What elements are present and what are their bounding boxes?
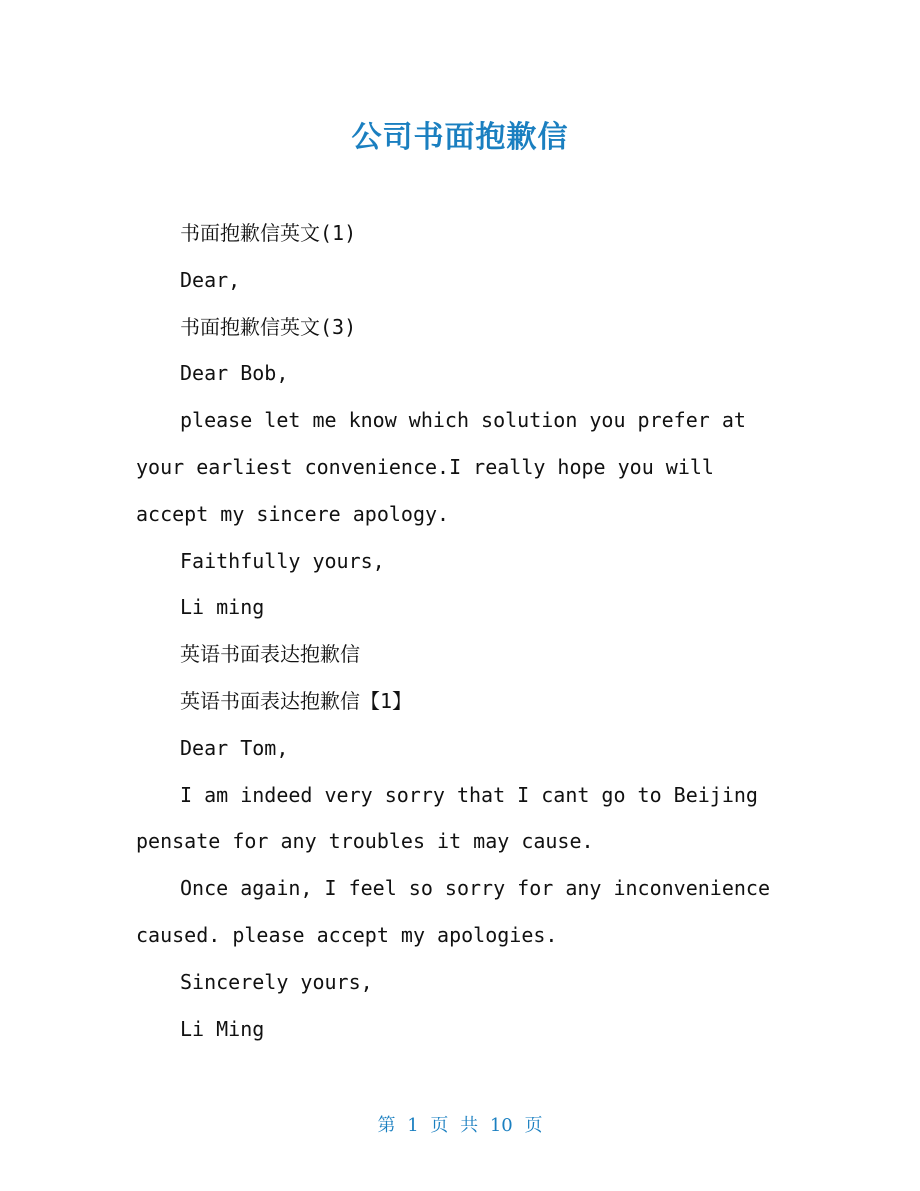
paragraph-body: I am indeed very sorry that I cant go to Beijing pensate for any troubles it may cause. <box>136 782 771 854</box>
paragraph-body: please let me know which solution you prefer at your earliest convenience.I really hope you will accept my sincere apology. <box>136 408 758 526</box>
paragraph-salutation: Dear, <box>180 267 241 292</box>
paragraph-heading: 英语书面表达抱歉信【1】 <box>180 688 413 713</box>
page-indicator: 第 1 页 共 10 页 <box>377 1115 543 1136</box>
paragraph-closing: Sincerely yours, <box>180 969 373 994</box>
document-body <box>136 210 786 1052</box>
paragraph-heading: 英语书面表达抱歉信 <box>180 642 360 667</box>
paragraph-signature: Li Ming <box>180 1016 265 1041</box>
paragraph-heading: 书面抱歉信英文(3) <box>180 314 357 339</box>
paragraph-closing: Faithfully yours, <box>180 548 385 573</box>
paragraph-heading: 书面抱歉信英文(1) <box>180 221 357 245</box>
paragraph-salutation: Dear Bob, <box>180 361 289 386</box>
paragraph-salutation: Dear Tom, <box>180 735 289 760</box>
paragraph-signature: Li ming <box>180 595 265 620</box>
document-title: 公司书面抱歉信 <box>351 120 569 155</box>
paragraph-body: Once again, I feel so sorry for any inconvenience caused. please accept my apologies. <box>136 876 783 947</box>
